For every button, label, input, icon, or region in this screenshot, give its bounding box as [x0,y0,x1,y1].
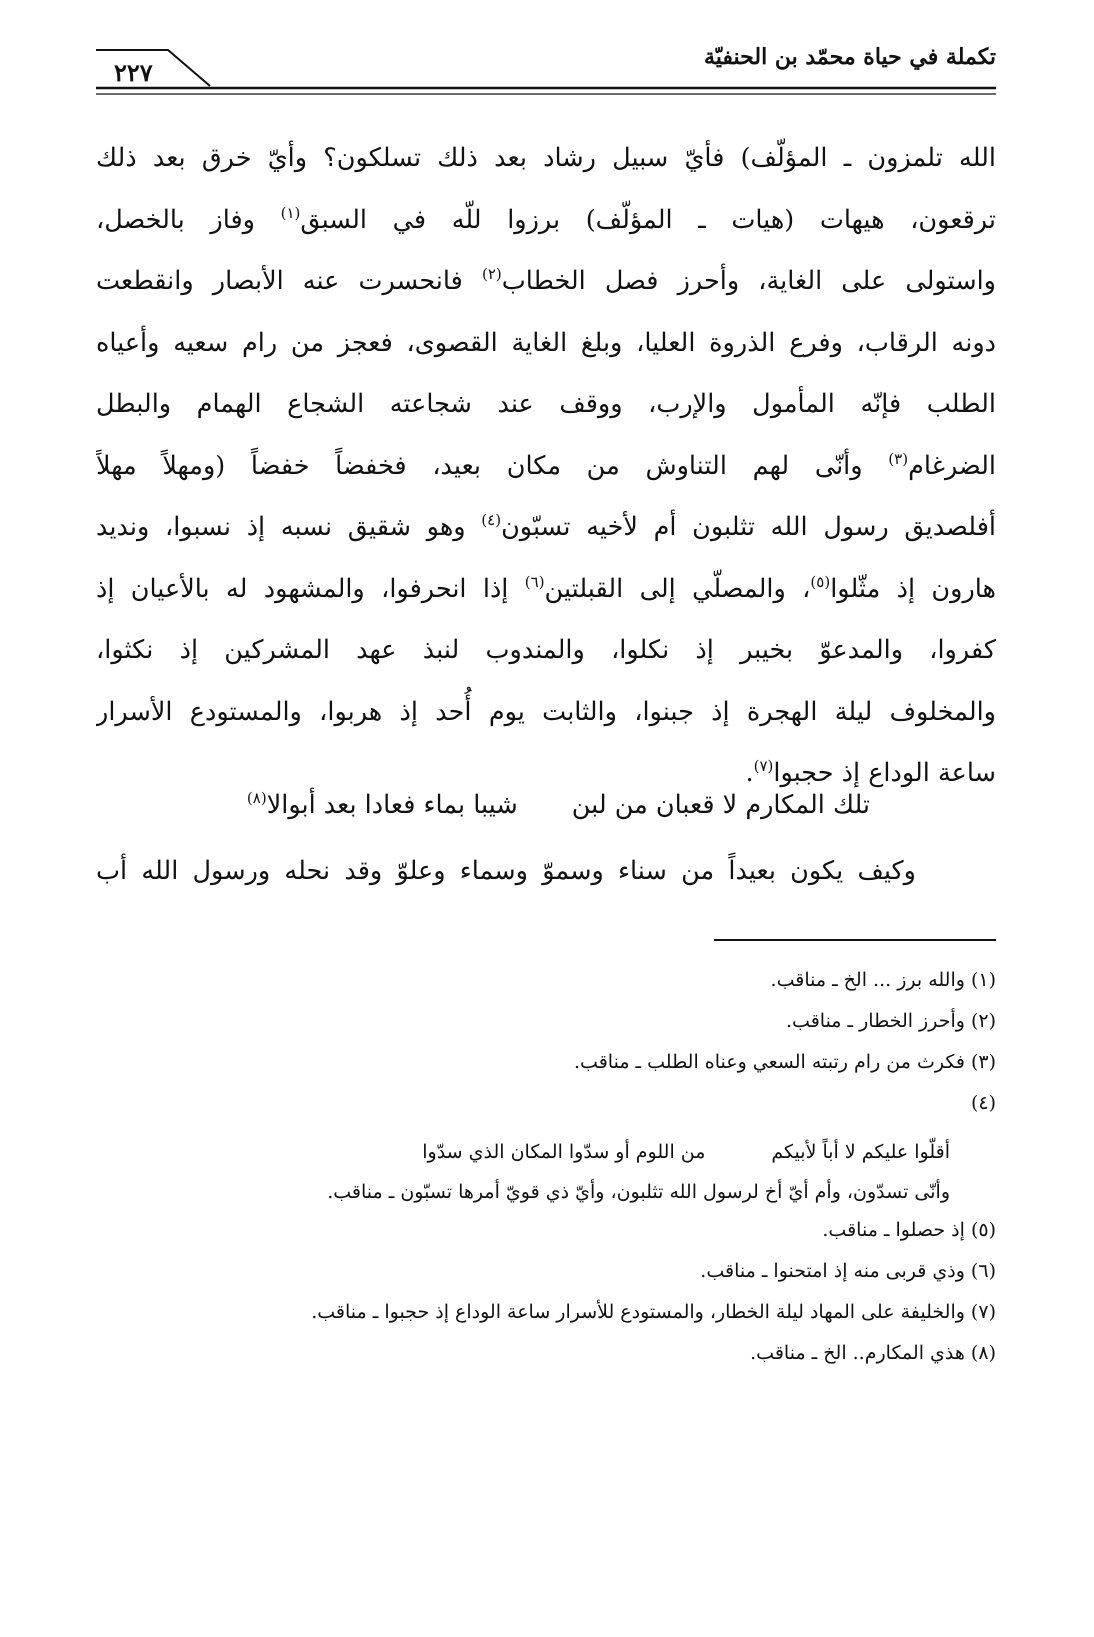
footnote-ref: (٢) [481,265,502,283]
text-line: هارون إذ مثّلوا$^{(٥)}$، والمصلّي إلى القبلتين$^{(٦)}$ إذا انحرفوا، والمشهود له بالأعيان إذ [96,572,996,604]
text-line: كفروا، والمدعوّ بخيبر إذ نكلوا، والمندوب لنبذ عهد المشركين إذ نكثوا، [96,635,996,665]
footnotes [96,960,996,1374]
text-line: أفلصديق رسول الله تثلبون أم لأخيه تسبّون$^{(٤)}$ وهو شقيق نسبه إذ نسبوا، ونديد [96,511,996,542]
text-line: الضرغام$^{(٣)}$ وأنّى لهم التناوش من مكان بعيد، فخفضاً خفضاً (ومهلاً مهلاً [96,449,996,481]
verse-first-hemistich: تلك المكارم لا قعبان من لبن [571,790,870,820]
verse-second-hemistich: شيبا بماء فعادا بعد أبوالا [266,790,518,820]
text-line: واستولى على الغاية، وأحرز فصل الخطاب$^{(٢)}$ فانحسرت عنه الأبصار وانقطعت [96,265,996,296]
footnote-continuation: وأنّى تسدّون، وأم أيّ أخ لرسول الله تثلبون، وأيّ ذي قويّ أمرها تسبّون ـ مناقب. [327,1181,950,1203]
page-number: ٢٢٧ [114,58,153,87]
text-line: ساعة الوداع إذ حجبوا$^{(٧)}$. [745,757,996,788]
text-line: الطلب فإنّه المأمول والإرب، ووقف عند شجاعته الشجاع الهمام والبطل [96,389,996,419]
footnote-separator [714,939,996,941]
text-line: دونه الرقاب، وفرع الذروة العليا، وبلغ الغاية القصوى، فعجز من رام سعيه وأعياه [96,327,996,358]
footnote: (٣) فكرث من رام رتبته السعي وعناه الطلب ـ مناقب. [574,1051,996,1073]
footnote: (٢) وأحرز الخطار ـ مناقب. [786,1010,996,1032]
footnote-ref: (٤) [481,511,502,529]
text-line: والمخلوف ليلة الهجرة إذ جبنوا، والثابت يوم أُحد إذ هربوا، والمستودع الأسرار [96,696,996,727]
footnote-verse: أقلّوا عليكم لا أباً لأبيكممن اللوم أو سدّوا المكان الذي سدّوا [422,1141,950,1163]
text-line: ترقعون، هيهات (هيات ـ المؤلّف) برزوا للّه في السبق$^{(١)}$ وفاز بالخصل، [96,203,996,235]
text-line: الله تلمزون ـ المؤلّف) فأيّ سبيل رشاد بعد ذلك تسلكون؟ وأيّ خرق بعد ذلك [96,143,996,173]
footnote-ref: (٦) [524,572,545,591]
running-title: تكملة في حياة محمّد بن الحنفيّة [703,44,996,70]
page-header [96,36,996,100]
text-line: وكيف يكون بعيداً من سناء وسموّ وسماء وعلوّ وقد نحله ورسول الله أب [96,856,916,886]
footnote: (٤) [970,1092,996,1114]
footnote: (٨) هذي المكارم.. الخ ـ مناقب. [750,1342,996,1364]
footnote-ref: (١) [280,203,301,222]
footnote-ref: (٣) [888,449,909,468]
footnote: (٥) إذ حصلوا ـ مناقب. [822,1219,996,1241]
main-text [96,128,996,805]
poetry-verse [247,783,870,827]
footnote-ref: (٧) [753,757,774,775]
footnote-ref: (٨) [246,789,267,807]
footnote: (٧) والخليفة على المهاد ليلة الخطار، والمستودع للأسرار ساعة الوداع إذ حجبوا ـ مناقب. [311,1301,996,1323]
footnote: (١) والله برز ... الخ ـ مناقب. [770,969,996,991]
footnote: (٦) وذي قربى منه إذ امتحنوا ـ مناقب. [700,1260,996,1282]
footnote-ref: (٥) [810,572,831,591]
